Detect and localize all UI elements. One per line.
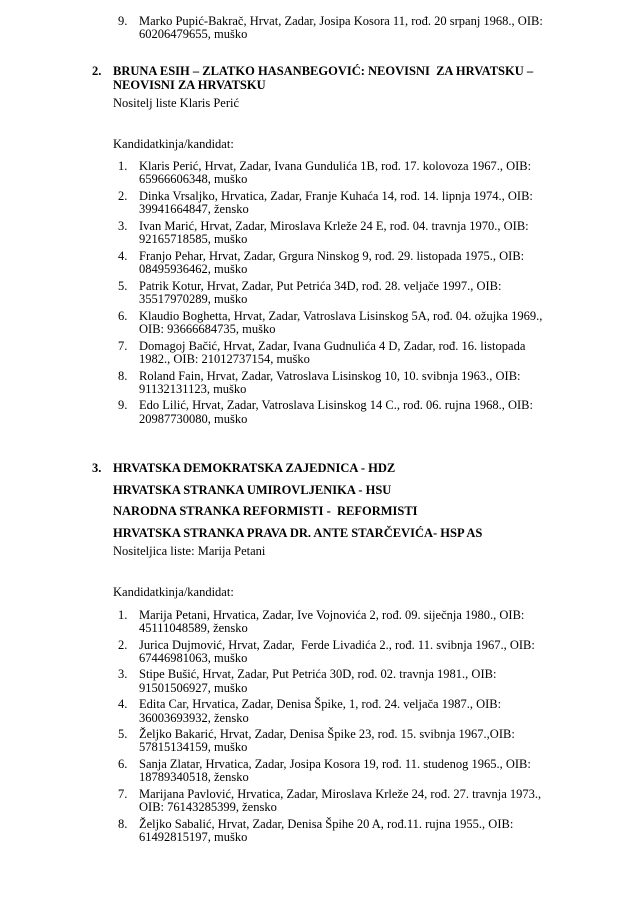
party-name-line: HRVATSKA DEMOKRATSKA ZAJEDNICA - HDZ <box>113 460 396 475</box>
candidate-number: 9. <box>118 14 128 28</box>
party-list-section <box>0 65 636 425</box>
candidate-item <box>118 310 636 336</box>
party-list-section <box>0 462 636 844</box>
list-holder: Nositeljica liste: Marija Petani <box>113 544 266 559</box>
candidate-text: Roland Fain, Hrvat, Zadar, Vatroslava Lisinskog 10, 10. svibnja 1963., OIB: 91132131123, muško <box>139 368 524 396</box>
sections <box>0 65 636 844</box>
candidate-text: Patrik Kotur, Hrvat, Zadar, Put Petrića 34D, rođ. 28. veljače 1997., OIB: 35517970289, muško <box>139 278 505 307</box>
section-number: 3. <box>92 460 102 475</box>
candidates-label: Kandidatkinja/kandidat: <box>113 585 234 600</box>
candidate-text: Edo Lilić, Hrvat, Zadar, Vatroslava Lisinskog 14 C., rođ. 06. rujna 1968., OIB: 20987730080, muško <box>139 398 537 426</box>
candidate-text: Franjo Pehar, Hrvat, Zadar, Grgura Ninskog 9, rođ. 29. listopada 1975., OIB: 08495936462, muško <box>139 248 528 277</box>
candidate-number: 5. <box>118 727 128 742</box>
candidate-item <box>118 609 636 635</box>
candidate-number: 8. <box>118 368 128 383</box>
candidate-item <box>118 758 636 784</box>
candidate-item <box>118 280 636 306</box>
candidate-item <box>118 370 636 396</box>
candidate-text: Jurica Dujmović, Hrvat, Zadar, Ferde Livadića 2., rođ. 11. svibnja 1967., OIB: 67446981063, muško <box>139 637 538 665</box>
party-name-line: HRVATSKA STRANKA UMIROVLJENIKA - HSU <box>113 482 392 497</box>
candidate-item <box>118 818 636 844</box>
candidate-item <box>118 399 636 425</box>
candidate-text: Željko Bakarić, Hrvat, Zadar, Denisa Špike 23, rođ. 15. svibnja 1967.,OIB: 57815134159, muško <box>139 727 518 755</box>
candidate-number: 7. <box>118 338 128 353</box>
party-list-title <box>113 65 555 96</box>
party-name-line: HRVATSKA STRANKA PRAVA DR. ANTE STARČEVIĆA- HSP AS <box>113 525 483 540</box>
candidate-number: 4. <box>118 697 128 712</box>
list-holder: Nositelj liste Klaris Perić <box>113 95 240 110</box>
candidate-text: Klaris Perić, Hrvat, Zadar, Ivana Gundulića 1B, rođ. 17. kolovoza 1967., OIB: 65966606348, muško <box>139 159 535 187</box>
candidate-item <box>118 668 636 694</box>
section-heading <box>92 462 636 545</box>
candidate-item <box>118 190 636 216</box>
candidate-number: 8. <box>118 816 128 831</box>
candidate-item <box>118 250 636 276</box>
candidate-text: Edita Car, Hrvatica, Zadar, Denisa Špike, 1, rođ. 24. veljača 1987., OIB: 36003693932, žensko <box>139 697 505 725</box>
previous-list-last-candidate <box>118 15 636 41</box>
candidate-item <box>118 788 636 814</box>
party-list-title <box>113 462 555 545</box>
candidate-number: 6. <box>118 308 128 323</box>
candidate-number: 1. <box>118 159 128 174</box>
candidate-text: Stipe Bušić, Hrvat, Zadar, Put Petrića 30D, rođ. 02. travnja 1981., OIB: 91501506927, muško <box>139 667 500 695</box>
candidate-number: 4. <box>118 248 128 263</box>
section-number: 2. <box>92 64 102 79</box>
candidate-text: Željko Sabalić, Hrvat, Zadar, Denisa Špihe 20 A, rođ.11. rujna 1955., OIB: 61492815197, muško <box>139 816 517 845</box>
candidates-list <box>0 160 636 426</box>
candidate-text: Klaudio Boghetta, Hrvat, Zadar, Vatroslava Lisinskog 5A, rođ. 04. ožujka 1969., OIB: 93666684735, muško <box>139 308 546 336</box>
candidate-item <box>118 220 636 246</box>
candidate-number: 3. <box>118 219 128 234</box>
candidate-item <box>118 639 636 665</box>
candidate-item <box>118 160 636 186</box>
candidate-item <box>118 728 636 754</box>
candidate-number: 1. <box>118 607 128 622</box>
candidate-number: 9. <box>118 398 128 413</box>
candidate-text: Marija Petani, Hrvatica, Zadar, Ive Vojnovića 2, rođ. 09. siječnja 1980., OIB: 45111048589, žensko <box>139 607 528 635</box>
candidate-item <box>118 340 636 366</box>
candidate-text: Ivan Marić, Hrvat, Zadar, Miroslava Krleže 24 E, rođ. 04. travnja 1970., OIB: 92165718585, muško <box>139 219 532 247</box>
candidate-number: 3. <box>118 667 128 682</box>
candidate-text: Marijana Pavlović, Hrvatica, Zadar, Miroslava Krleže 24, rođ. 27. travnja 1973., OIB: 76143285399, žensko <box>139 787 545 815</box>
section-heading <box>92 65 636 96</box>
candidate-number: 7. <box>118 787 128 802</box>
candidate-number: 5. <box>118 278 128 293</box>
candidates-list <box>0 609 636 845</box>
candidate-text: Dinka Vrsaljko, Hrvatica, Zadar, Franje Kuhaća 14, rođ. 14. lipnja 1974., OIB: 39941664847, žensko <box>139 189 537 217</box>
candidate-number: 6. <box>118 757 128 772</box>
candidates-label: Kandidatkinja/kandidat: <box>113 137 234 152</box>
candidate-text: Domagoj Bačić, Hrvat, Zadar, Ivana Gudnulića 4 D, Zadar, rođ. 16. listopada 1982., OIB: 21012737154, muško <box>139 338 529 366</box>
candidate-item <box>118 698 636 724</box>
candidate-number: 2. <box>118 189 128 204</box>
candidate-text: Marko Pupić-Bakrač, Hrvat, Zadar, Josipa Kosora 11, rođ. 20 srpanj 1968., OIB: 60206479655, muško <box>139 14 546 42</box>
party-name-line: NARODNA STRANKA REFORMISTI - REFORMISTI <box>113 504 418 519</box>
candidate-number: 2. <box>118 637 128 652</box>
candidate-text: Sanja Zlatar, Hrvatica, Zadar, Josipa Kosora 19, rođ. 11. studenog 1965., OIB: 18789340518, žensko <box>139 757 534 785</box>
party-name-line: BRUNA ESIH – ZLATKO HASANBEGOVIĆ: NEOVISNI ZA HRVATSKU – NEOVISNI ZA HRVATSKU <box>113 64 537 92</box>
